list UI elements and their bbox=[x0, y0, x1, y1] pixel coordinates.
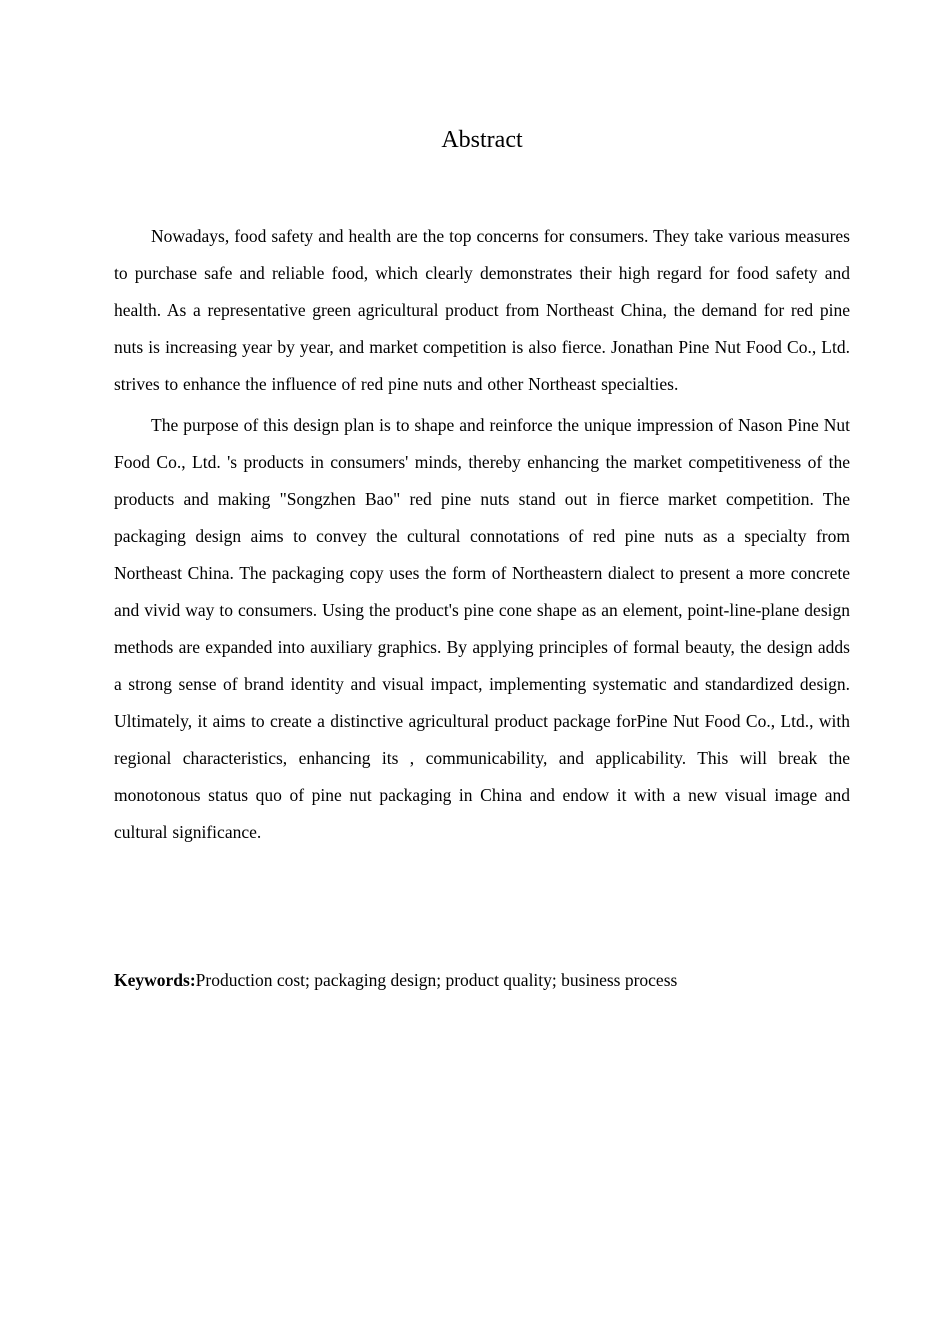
keywords-label: Keywords: bbox=[114, 970, 196, 990]
abstract-paragraph-1: Nowadays, food safety and health are the top concerns for consumers. They take various measures to purchase safe and reliable food, which clearly demonstrates their high regard for food safety and health. As a representative green agricultural product from Northeast China, the demand for red pine nuts is increasing year by year, and market competition is also fierce. Jonathan Pine Nut Food Co., Ltd. strives to enhance the influence of red pine nuts and other Northeast specialties. bbox=[114, 226, 850, 394]
abstract-body bbox=[114, 218, 850, 855]
page-title: Abstract bbox=[441, 127, 523, 153]
abstract-paragraph-2: The purpose of this design plan is to shape and reinforce the unique impression of Nason Pine Nut Food Co., Ltd. 's products in consumers' minds, thereby enhancing the market competitiveness of the products and making "Songzhen Bao" red pine nuts stand out in fierce market competition. The packaging design aims to convey the cultural connotations of red pine nuts as a specialty from Northeast China. The packaging copy uses the form of Northeastern dialect to present a more concrete and vivid way to consumers. Using the product's pine cone shape as an element, point-line-plane design methods are expanded into auxiliary graphics. By applying principles of formal beauty, the design adds a strong sense of brand identity and visual impact, implementing systematic and standardized design. Ultimately, it aims to create a distinctive agricultural product package forPine Nut Food Co., Ltd., with regional characteristics, enhancing its , communicability, and applicability. This will break the monotonous status quo of pine nut packaging in China and endow it with a new visual image and cultural significance. bbox=[114, 415, 850, 842]
keywords-text: Production cost; packaging design; product quality; business process bbox=[195, 970, 678, 990]
keywords-line bbox=[114, 966, 850, 994]
